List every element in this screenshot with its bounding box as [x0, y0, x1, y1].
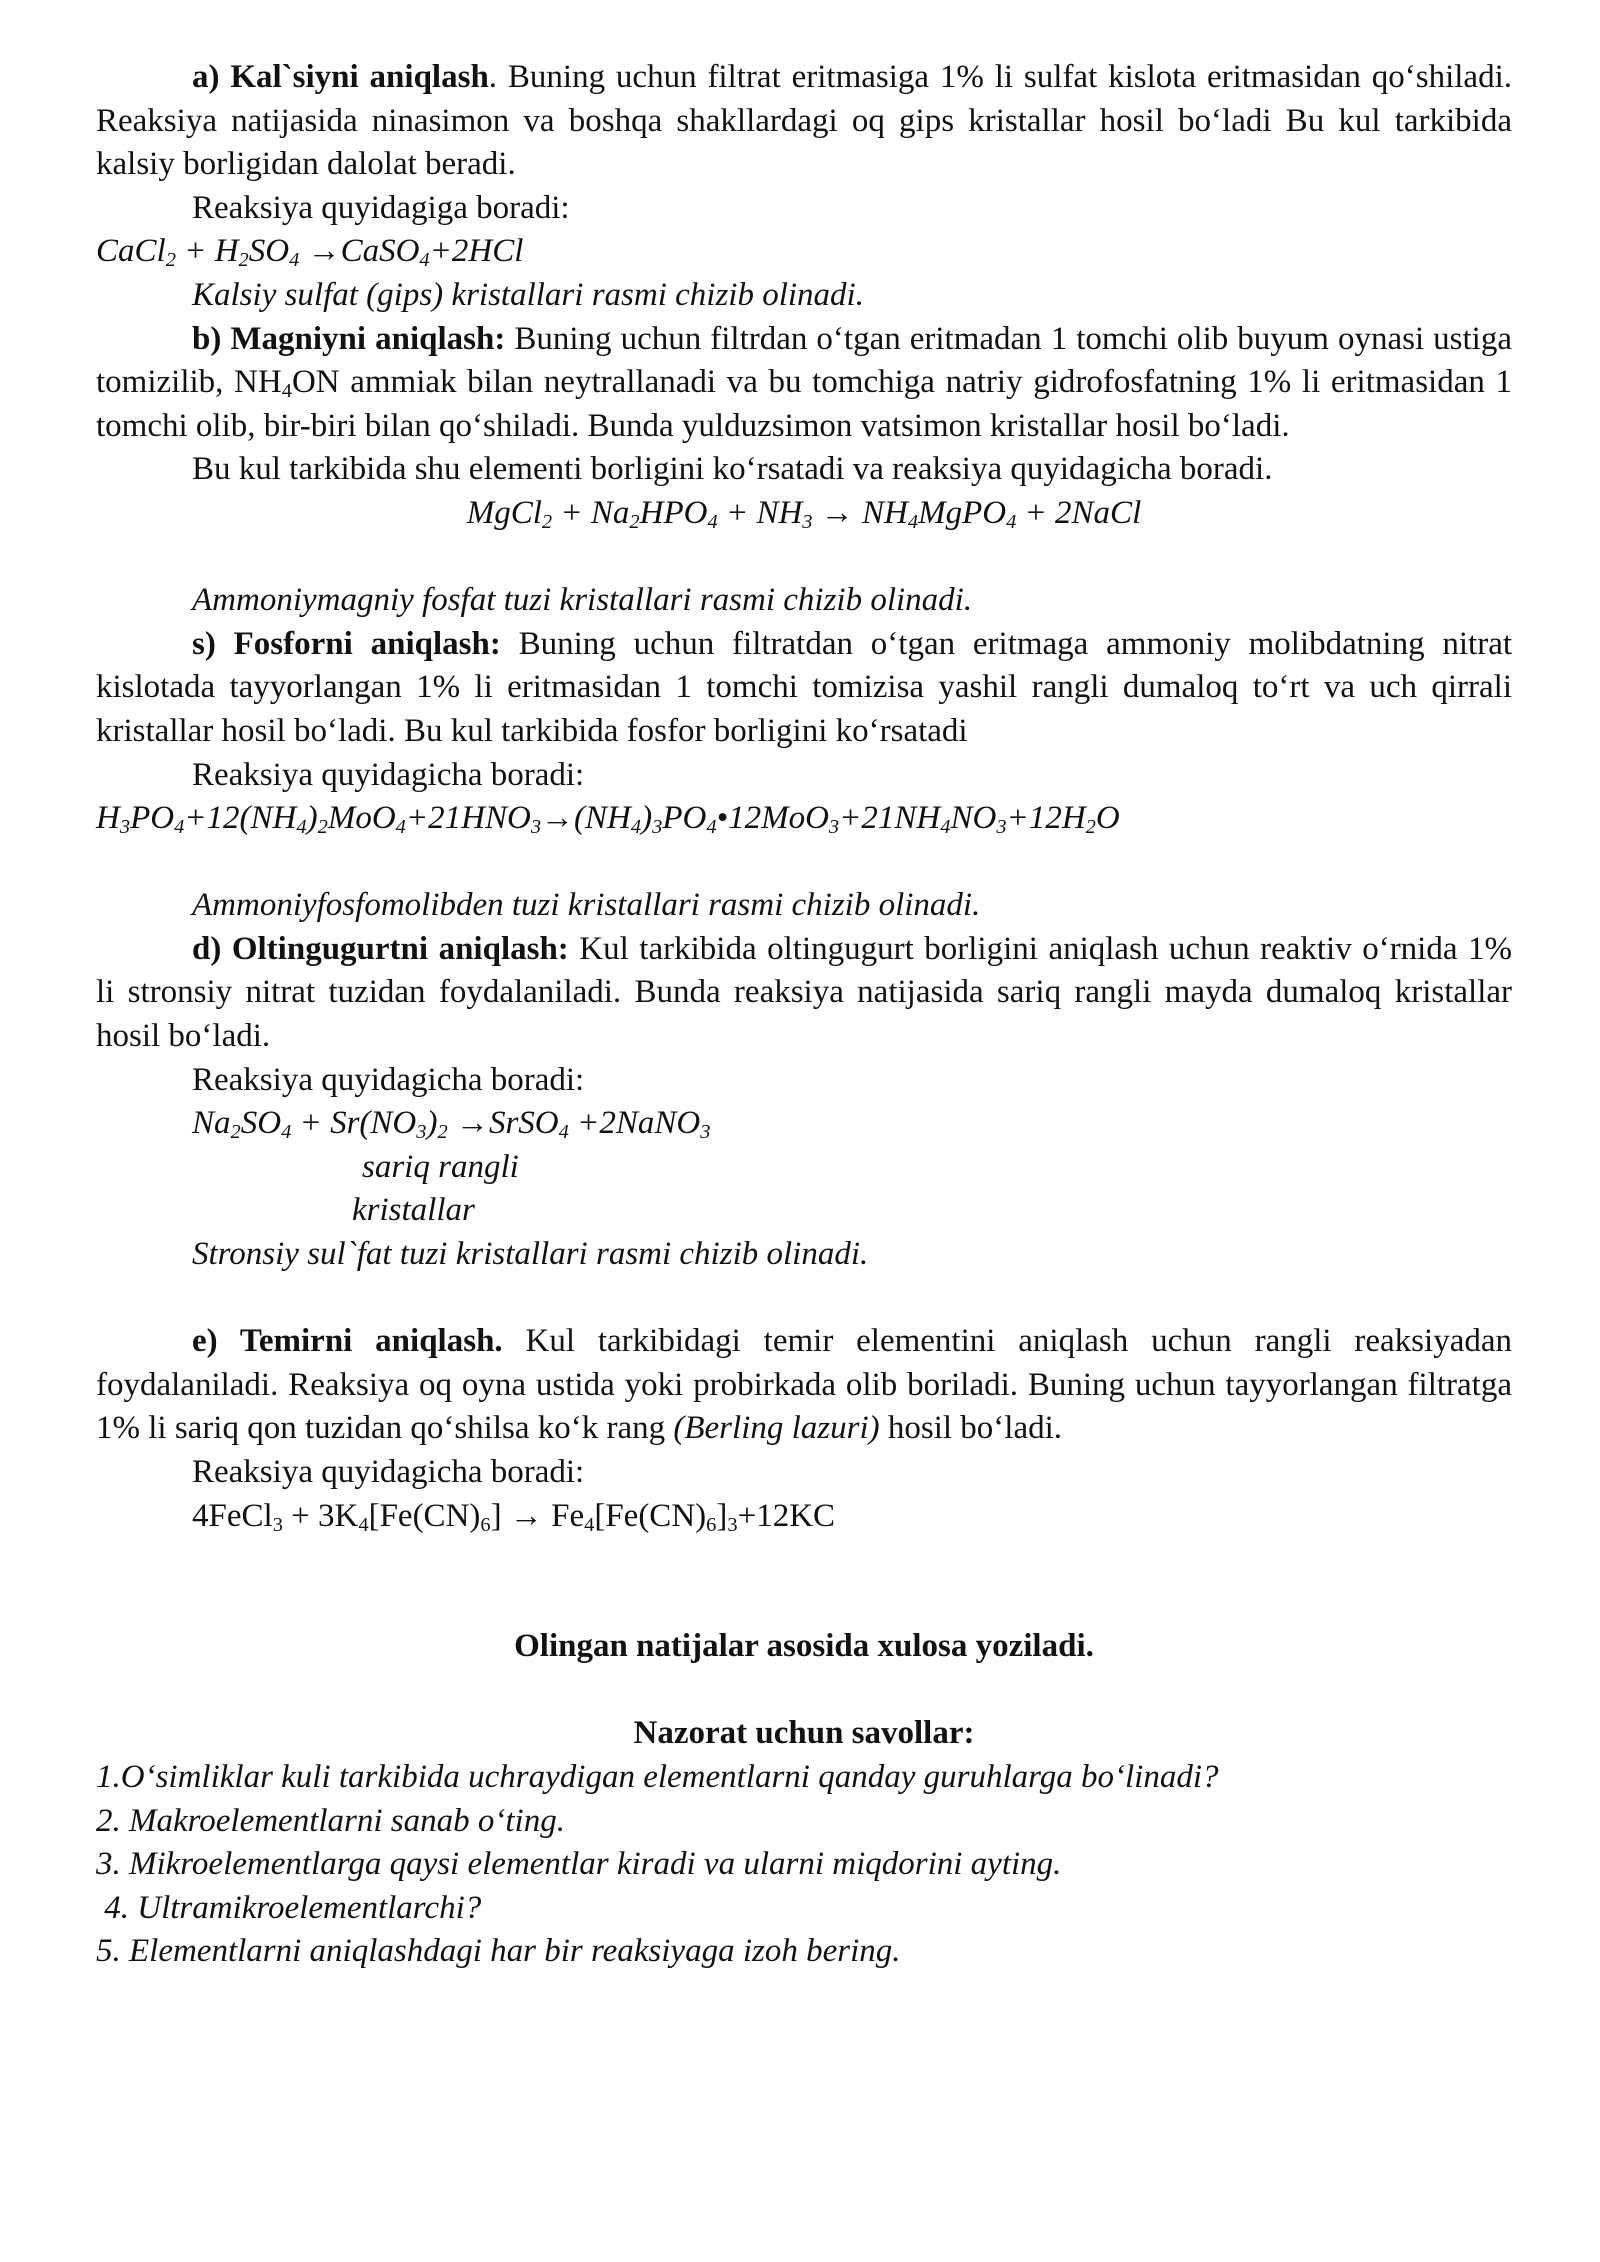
calcium-heading: a) Kal`siyni aniqlash: [192, 59, 489, 95]
sulfur-paragraph: d) Oltingugurtni aniqlash: Kul tarkibida oltingugurt borligini aniqlash uchun reaktiv o‘rnida 1% li stronsiy nitrat tuzidan foydalaniladi. Bunda reaksiya natijasida sariq rangli mayda dumaloq kristallar hosil bo‘ladi.: [96, 930, 1512, 1055]
sulfur-caption: Stronsiy sul`fat tuzi kristallari rasmi chizib olinadi.: [192, 1236, 869, 1273]
magnesium-paragraph: b) Magniyni aniqlash: Buning uchun filtrdan o‘tgan eritmadan 1 tomchi olib buyum oynasi ustiga tomizilib, $NH_4ON$ ammiak bilan neytrallanadi va bu tomchiga natriy gidrofosfatning 1% li eritmasidan 1 tomchi olib, bir-biri bilan qo‘shiladi. Bunda yulduzsimon vatsimon kristallar hosil bo‘ladi.: [96, 320, 1512, 444]
sulfur-heading: d) Oltingugurtni aniqlash:: [192, 930, 569, 967]
magnesium-reaction-intro: Bu kul tarkibida shu elementi borligini ko‘rsatadi va reaksiya quyidagicha boradi.: [192, 451, 1273, 488]
question-item: 3. Mikroelementlarga qaysi elementlar kiradi va ularni miqdorini ayting.: [96, 1846, 1062, 1883]
question-item: 5. Elementlarni aniqlashdagi har bir reaksiyaga izoh bering.: [96, 1933, 901, 1970]
question-item: 1.O‘simliklar kuli tarkibida uchraydigan elementlarni qanday guruhlarga bo‘linadi?: [96, 1758, 1219, 1795]
calcium-reaction-intro: Reaksiya quyidagiga boradi:: [192, 189, 570, 226]
phosphorus-equation: $H_3PO_4+12(NH_4)_2MoO_4+21HNO_3\to(NH_4)_3PO_4•12MoO_3+21NH_4NO_3+12H_2O$: [96, 800, 1120, 839]
magnesium-equation: MgCl$_2$ + $Na_2HPO_4 + NH_3$ → $NH_4MgPO_4$ + 2NaCl: [466, 494, 1142, 534]
phosphorus-paragraph: s) Fosforni aniqlash: Buning uchun filtratdan o‘tgan eritmaga ammoniy molibdatning nitrat kislotada tayyorlangan 1% li eritmasidan 1 tomchi tomizisa yashil rangli dumaloq to‘rt va uch qirrali kristallar hosil bo‘ladi. Bu kul tarkibida fosfor borligini ko‘rsatadi: [96, 625, 1513, 749]
iron-reaction-intro: Reaksiya quyidagicha boradi:: [192, 1454, 585, 1490]
conclusion-heading: Olingan natijalar asosida xulosa yoziladi.: [514, 1628, 1094, 1665]
magnesium-heading: b) Magniyni aniqlash:: [192, 320, 506, 357]
question-item: 2. Makroelementlarni sanab o‘ting.: [96, 1802, 565, 1839]
calcium-equation: CaCl$_2$ + $H_2SO_4$ →CaSO$_4$+2HCl: [96, 233, 524, 272]
spacer: [96, 536, 1512, 580]
spacer: [96, 841, 1512, 885]
sulfur-note-line1: sariq rangli: [362, 1148, 519, 1185]
sulfur-reaction-intro: Reaksiya quyidagicha boradi:: [192, 1061, 585, 1098]
phosphorus-reaction-intro: Reaksiya quyidagicha boradi:: [192, 756, 585, 793]
phosphorus-heading: s) Fosforni aniqlash:: [192, 625, 501, 662]
document-page: [96, 56, 1512, 1974]
sulfur-note-line2: kristallar: [352, 1192, 475, 1229]
iron-equation: 4FeCl$_3$ + $3K_4[Fe(CN)_6] \to Fe_4[Fe(CN)_6]_3+12KC$: [192, 1497, 836, 1536]
magnesium-caption: Ammoniymagniy fosfat tuzi kristallari rasmi chizib olinadi.: [192, 582, 973, 619]
iron-heading: e) Temirni aniqlash.: [192, 1323, 503, 1360]
spacer: [96, 1669, 1512, 1713]
phosphorus-caption: Ammoniyfosfomolibden tuzi kristallari rasmi chizib olinadi.: [192, 887, 981, 924]
spacer: [96, 1277, 1512, 1321]
question-item: 4. Ultramikroelementlarchi?: [96, 1889, 482, 1926]
questions-title: Nazorat uchun savollar:: [633, 1715, 975, 1752]
spacer: [96, 1538, 1512, 1625]
calcium-text: . Buning uchun filtrat eritmasiga 1% li sulfat kislota eritmasidan qo‘shiladi. Reaksiya natijasida ninasimon va boshqa shakllardagi oq gips kristallar hosil bo‘ladi Bu kul tarkibida kalsiy borligidan dalolat beradi.: [96, 59, 1512, 183]
calcium-paragraph: [96, 56, 1512, 187]
sulfur-equation: $Na_2SO_4 + Sr(NO_3)_2$ →SrSO$_4$ +2NaNO$_3$: [192, 1105, 711, 1144]
calcium-caption: Kalsiy sulfat (gips) kristallari rasmi chizib olinadi.: [192, 276, 864, 313]
iron-paragraph: e) Temirni aniqlash. Kul tarkibidagi temir elementini aniqlash uchun rangli reaksiyadan foydalaniladi. Reaksiya oq oyna ustida yoki probirkada olib boriladi. Buning uchun tayyorlangan filtratga 1% li sariq qon tuzidan qo‘shilsa ko‘k rang (Berling lazuri) hosil bo‘ladi.: [96, 1323, 1512, 1447]
